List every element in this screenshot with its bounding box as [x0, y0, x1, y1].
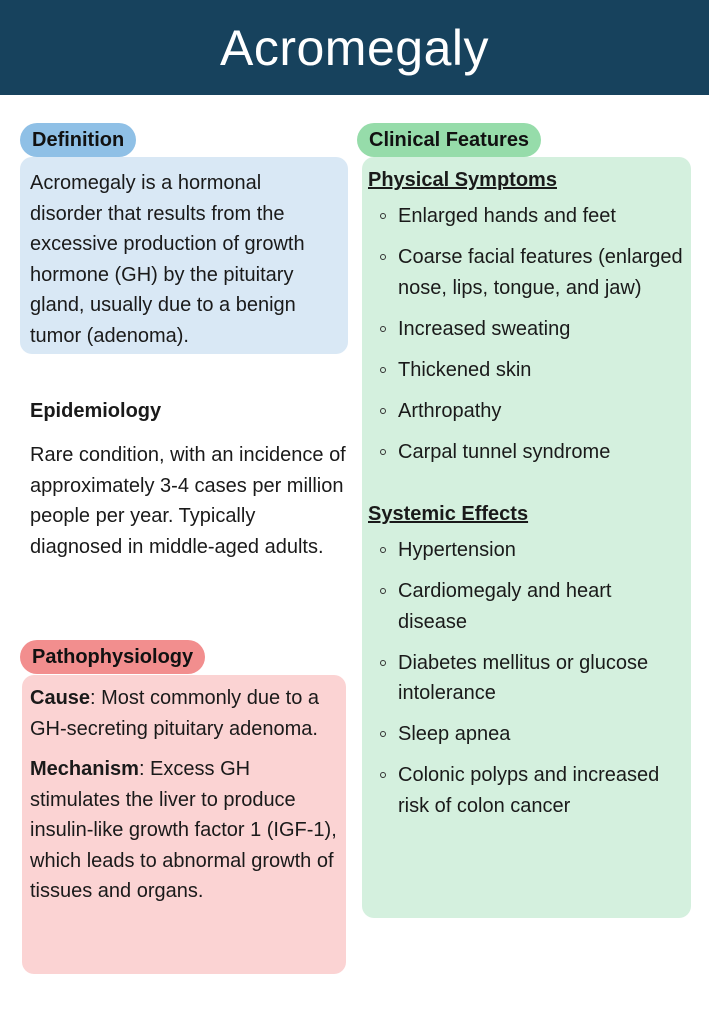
bullet-icon — [380, 660, 386, 666]
mechanism-text: : Excess GH stimulates the liver to produce insulin-like growth factor 1 (IGF-1), which leads to abnormal growth of tissues and organs. — [30, 758, 337, 902]
epidemiology-text: Rare condition, with an incidence of approximately 3-4 cases per million people per year. Typically diagnosed in middle-aged adults. — [30, 444, 346, 558]
bullet-icon — [380, 588, 386, 594]
page-title: Acromegaly — [0, 0, 709, 95]
list-item: Diabetes mellitus or glucose intolerance — [368, 648, 685, 709]
mechanism-label: Mechanism — [30, 758, 139, 780]
list-item: Coarse facial features (enlarged nose, lips, tongue, and jaw) — [368, 242, 685, 303]
list-item: Increased sweating — [368, 314, 685, 345]
definition-label: Definition — [20, 123, 136, 157]
bullet-icon — [380, 326, 386, 332]
list-item: Carpal tunnel syndrome — [368, 437, 685, 468]
bullet-icon — [380, 547, 386, 553]
cause-label: Cause — [30, 687, 91, 709]
definition-text: Acromegaly is a hormonal disorder that results from the excessive production of growth hormone (GH) by the pituitary gland, usually due to a benign tumor (adenoma). — [30, 172, 305, 347]
bullet-icon — [380, 254, 386, 260]
list-item: Enlarged hands and feet — [368, 201, 685, 232]
systemic-effects-heading: Systemic Effects — [368, 503, 529, 525]
bullet-icon — [380, 449, 386, 455]
pathophysiology-label: Pathophysiology — [20, 640, 205, 674]
epidemiology-label: Epidemiology — [30, 400, 162, 422]
list-item: Cardiomegaly and heart disease — [368, 576, 685, 637]
list-item: Thickened skin — [368, 355, 685, 386]
definition-box — [20, 157, 348, 354]
bullet-icon — [380, 731, 386, 737]
list-item: Hypertension — [368, 535, 685, 566]
bullet-icon — [380, 772, 386, 778]
bullet-icon — [380, 367, 386, 373]
clinical-features-box — [362, 157, 691, 918]
bullet-icon — [380, 213, 386, 219]
list-item: Arthropathy — [368, 396, 685, 427]
mechanism-paragraph — [30, 754, 338, 907]
physical-symptoms-list — [368, 201, 685, 467]
clinical-features-label: Clinical Features — [357, 123, 541, 157]
physical-symptoms-heading: Physical Symptoms — [368, 169, 557, 191]
list-item: Colonic polyps and increased risk of colon cancer — [368, 760, 685, 821]
cause-text: : Most commonly due to a GH-secreting pituitary adenoma. — [30, 687, 320, 740]
systemic-effects-list — [368, 535, 685, 821]
list-item: Sleep apnea — [368, 719, 685, 750]
bullet-icon — [380, 408, 386, 414]
cause-paragraph — [30, 683, 338, 744]
pathophysiology-box — [22, 675, 346, 974]
